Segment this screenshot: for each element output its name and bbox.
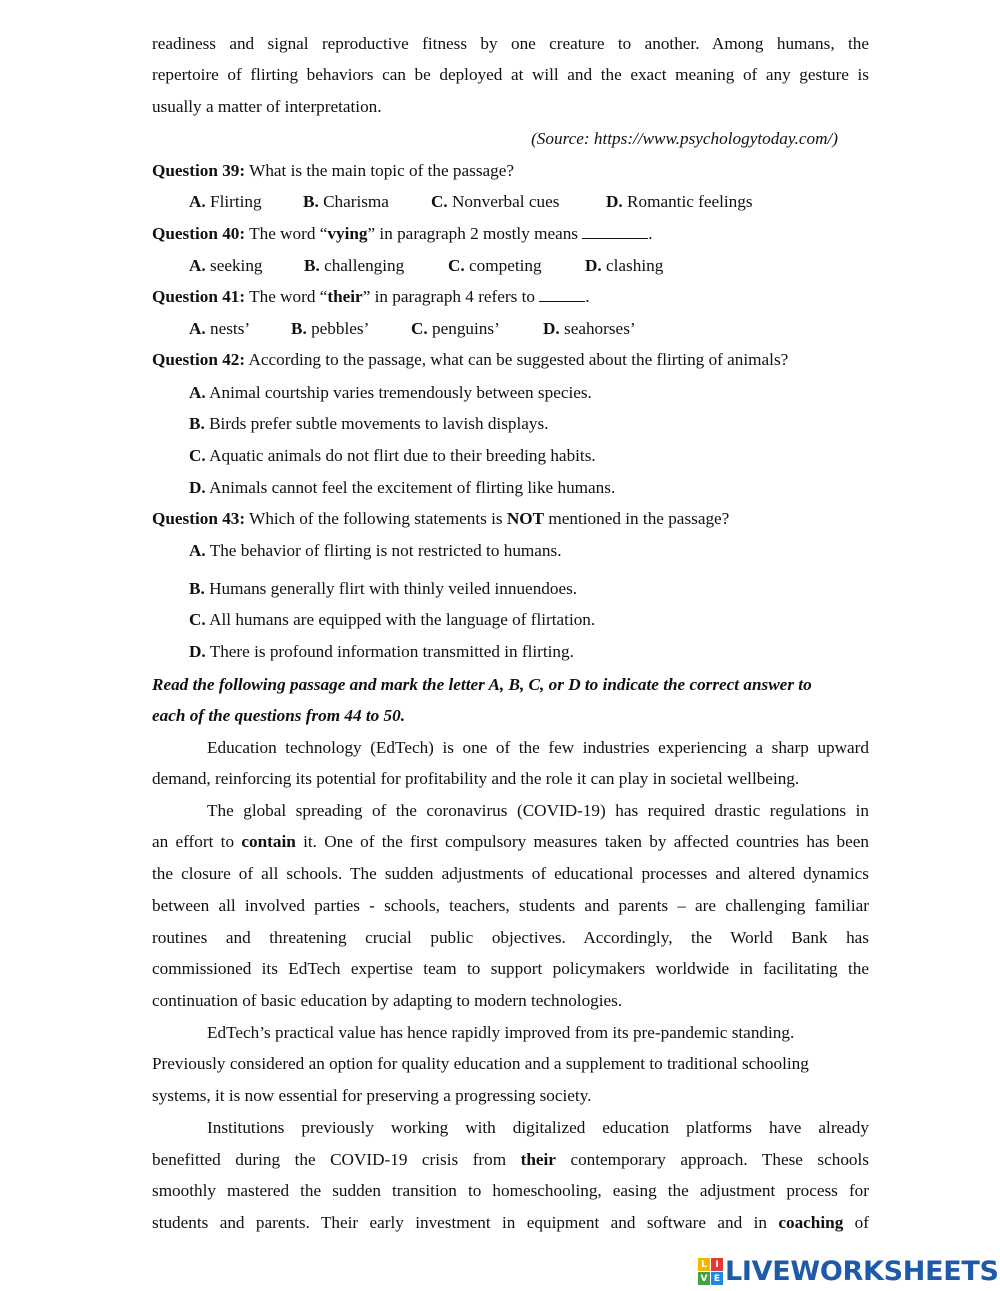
emphasis: NOT bbox=[506, 509, 545, 528]
passage-line: routines and threatening crucial public objectives. Accordingly, the World Bank has bbox=[152, 928, 869, 947]
passage-line: continuation of basic education by adapting to modern technologies. bbox=[152, 991, 623, 1010]
option-d[interactable]: D. Animals cannot feel the excitement of flirting like humans. bbox=[189, 478, 616, 497]
option-a[interactable]: A. nests’ bbox=[189, 319, 251, 338]
option-d[interactable]: D. There is profound information transmitted in flirting. bbox=[189, 642, 574, 661]
answer-blank bbox=[539, 287, 585, 302]
question-40: Question 40: The word “vying” in paragraph 2 mostly means . bbox=[152, 224, 653, 243]
passage-line: an effort to contain it. One of the first compulsory measures taken by affected countries has been bbox=[152, 832, 869, 851]
answer-blank bbox=[582, 224, 648, 239]
passage-line: benefitted during the COVID-19 crisis from their contemporary approach. These schools bbox=[152, 1150, 869, 1169]
liveworksheets-logo bbox=[698, 1254, 999, 1288]
passage-line: demand, reinforcing its potential for profitability and the role it can play in societal wellbeing. bbox=[152, 769, 800, 788]
option-b[interactable]: B. pebbles’ bbox=[291, 319, 370, 338]
passage-line: EdTech’s practical value has hence rapidly improved from its pre-pandemic standing. bbox=[207, 1023, 795, 1042]
option-a[interactable]: A. The behavior of flirting is not restricted to humans. bbox=[189, 541, 562, 560]
passage-line: readiness and signal reproductive fitness by one creature to another. Among humans, the bbox=[152, 34, 869, 53]
question-39 bbox=[152, 160, 869, 182]
option-c[interactable]: C. Nonverbal cues bbox=[431, 192, 560, 211]
option-c[interactable]: C. All humans are equipped with the language of flirtation. bbox=[189, 610, 596, 629]
section-instruction: Read the following passage and mark the letter A, B, C, or D to indicate the correct answer to bbox=[152, 675, 812, 694]
key-word: coaching bbox=[778, 1213, 844, 1232]
option-c[interactable]: C. penguins’ bbox=[411, 319, 500, 338]
passage-line: Previously considered an option for quality education and a supplement to traditional schooling bbox=[152, 1054, 809, 1073]
option-d[interactable]: D. clashing bbox=[585, 256, 664, 275]
option-a[interactable]: A. Animal courtship varies tremendously between species. bbox=[189, 383, 592, 402]
question-42 bbox=[152, 349, 869, 371]
question-label: Question 41: bbox=[152, 287, 246, 306]
option-b[interactable]: B. Charisma bbox=[303, 192, 389, 211]
passage-line: the closure of all schools. The sudden adjustments of educational processes and altered dynamics bbox=[152, 864, 869, 883]
passage-line: The global spreading of the coronavirus (COVID-19) has required drastic regulations in bbox=[207, 801, 869, 820]
source-citation: (Source: https://www.psychologytoday.com/) bbox=[531, 129, 838, 148]
option-d[interactable]: D. Romantic feelings bbox=[606, 192, 753, 211]
question-41: Question 41: The word “their” in paragraph 4 refers to . bbox=[152, 287, 590, 306]
logo-icon: L I V E bbox=[698, 1258, 722, 1284]
option-c[interactable]: C. Aquatic animals do not flirt due to their breeding habits. bbox=[189, 446, 596, 465]
section-instruction: each of the questions from 44 to 50. bbox=[152, 706, 406, 725]
option-b[interactable]: B. challenging bbox=[304, 256, 405, 275]
question-label: Question 39: bbox=[152, 161, 246, 180]
passage-line: Institutions previously working with digitalized education platforms have already bbox=[207, 1118, 869, 1137]
logo-text: LIVEWORKSHEETS bbox=[725, 1255, 999, 1287]
question-label: Question 43: bbox=[152, 509, 246, 528]
option-c[interactable]: C. competing bbox=[448, 256, 542, 275]
question-label: Question 40: bbox=[152, 224, 246, 243]
passage-line: Education technology (EdTech) is one of the few industries experiencing a sharp upward bbox=[207, 738, 869, 757]
option-b[interactable]: B. Birds prefer subtle movements to lavish displays. bbox=[189, 414, 549, 433]
passage-line: repertoire of flirting behaviors can be deployed at will and the exact meaning of any gesture is bbox=[152, 65, 869, 84]
key-word: their bbox=[520, 1150, 556, 1169]
option-b[interactable]: B. Humans generally flirt with thinly veiled innuendoes. bbox=[189, 579, 578, 598]
option-a[interactable]: A. Flirting bbox=[189, 192, 262, 211]
key-word: vying bbox=[327, 224, 368, 243]
passage-line: systems, it is now essential for preserving a progressing society. bbox=[152, 1086, 592, 1105]
key-word: their bbox=[327, 287, 363, 306]
option-d[interactable]: D. seahorses’ bbox=[543, 319, 636, 338]
key-word: contain bbox=[241, 832, 296, 851]
passage-line: students and parents. Their early investment in equipment and software and in coaching of bbox=[152, 1213, 869, 1232]
passage-line: between all involved parties - schools, teachers, students and parents – are challenging familiar bbox=[152, 896, 869, 915]
passage-line: commissioned its EdTech expertise team to support policymakers worldwide in facilitating the bbox=[152, 959, 869, 978]
question-43: Question 43: Which of the following statements is NOT mentioned in the passage? bbox=[152, 509, 730, 528]
passage-line: usually a matter of interpretation. bbox=[152, 97, 382, 116]
option-a[interactable]: A. seeking bbox=[189, 256, 263, 275]
question-label: Question 42: bbox=[152, 350, 246, 369]
question-text: What is the main topic of the passage? bbox=[245, 161, 514, 180]
question-text: According to the passage, what can be suggested about the flirting of animals? bbox=[245, 350, 789, 369]
passage-line: smoothly mastered the sudden transition to homeschooling, easing the adjustment process for bbox=[152, 1181, 869, 1200]
